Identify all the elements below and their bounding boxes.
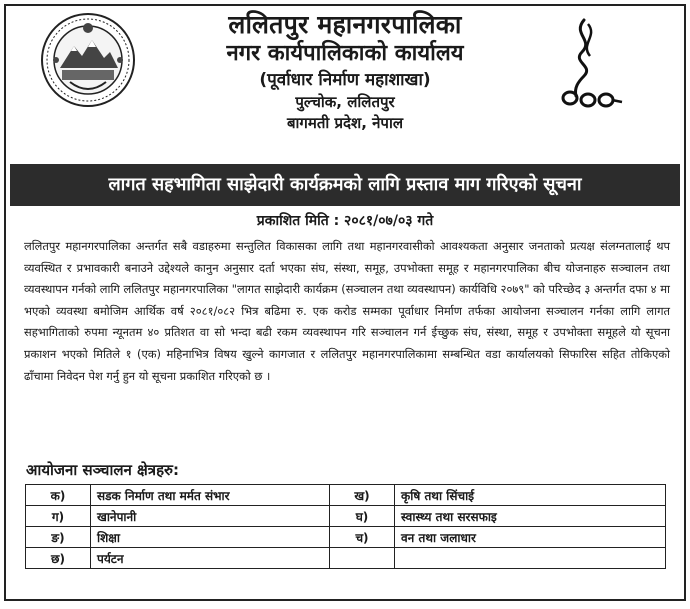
area-label: ङ) <box>26 527 91 548</box>
office-titles <box>146 10 544 134</box>
area-value: शिक्षा <box>91 527 330 548</box>
area-value: पर्यटन <box>91 548 330 569</box>
area-value <box>395 548 666 569</box>
area-label: क) <box>26 485 91 506</box>
office-name: नगर कार्यपालिकाको कार्यालय <box>226 41 464 66</box>
office-location: पुल्चोक, ललितपुर <box>295 93 395 111</box>
notice-body: ललितपुर महानगरपालिका अन्तर्गत सबै वडाहरुमा सन्तुलित विकासका लागि तथा महानगरवासीको आवश्यकता अनुसार जनताको प्रत्यक्ष संलग्नतालाई थप व्यवस्थित र प्रभावकारी बनाउने उद्देश्यले कानुन अनुसार दर्ता भएका संघ, संस्था, समूह, उपभोक्ता समूह र महानगरपालिका बीच योजनाहरु सञ्चालन तथा व्यवस्थापन गर्नको लागि ललितपुर महानगरपालिका "लागत साझेदारी कार्यक्रम (सञ्चालन तथा व्यवस्थापन) कार्यविधि २०७९" को परिच्छेद ३ अन्तर्गत दफा ४ मा भएको व्यवस्था बमोजिम आर्थिक वर्ष २०८१/०८२ भित्र बढिमा रु. एक करोड सम्मका पूर्वाधार निर्माण तर्फका आयोजना सञ्चालन गर्नका लागि लागत सहभागिताको रुपमा न्यूनतम ४० प्रतिशत वा सो भन्दा बढी रकम व्यवस्थापन गरि सञ्चालन गर्न ईच्छुक संघ, संस्था, समूह र उपभोक्ता समूहले यो सूचना प्रकाशन भएको मितिले १ (एक) महिनाभित्र विषय खुल्ने कागजात र ललितपुर महानगरपालिकामा सम्बन्धित वडा कार्यालयको सिफारिस सहित तोकिएको ढाँचामा निवेदन पेश गर्नु हुन यो सूचना प्रकाशित गरिएको छ । <box>24 239 670 383</box>
area-label: ग) <box>26 506 91 527</box>
area-value: वन तथा जलाधार <box>395 527 666 548</box>
area-value: खानेपानी <box>91 506 330 527</box>
area-value: स्वास्थ्य तथा सरसफाइ <box>395 506 666 527</box>
handwritten-signature <box>554 16 624 112</box>
notice-page <box>4 4 686 601</box>
letterhead <box>6 6 684 158</box>
area-value: कृषि तथा सिंचाई <box>395 485 666 506</box>
area-label: छ) <box>26 548 91 569</box>
section-title: आयोजना सञ्चालन क्षेत्रहरु: <box>26 461 180 479</box>
table-row <box>26 527 666 548</box>
area-label: घ) <box>330 506 395 527</box>
area-label: ख) <box>330 485 395 506</box>
area-value: सडक निर्माण तथा मर्मत संभार <box>91 485 330 506</box>
municipality-name: ललितपुर महानगरपालिका <box>228 10 462 39</box>
project-areas-table <box>25 484 666 569</box>
published-date: प्रकाशित मिति : २०८१/०७/०३ गते <box>256 213 434 229</box>
area-label <box>330 548 395 569</box>
table-row <box>26 506 666 527</box>
table-row <box>26 485 666 506</box>
division-name: (पूर्वाधार निर्माण महाशाखा) <box>259 70 431 90</box>
area-label: च) <box>330 527 395 548</box>
office-province: बागमती प्रदेश, नेपाल <box>286 114 404 132</box>
municipality-emblem-icon <box>40 12 136 108</box>
table-row <box>26 548 666 569</box>
notice-title-banner: लागत सहभागिता साझेदारी कार्यक्रमको लागि प्रस्ताव माग गरिएको सूचना <box>10 164 680 206</box>
